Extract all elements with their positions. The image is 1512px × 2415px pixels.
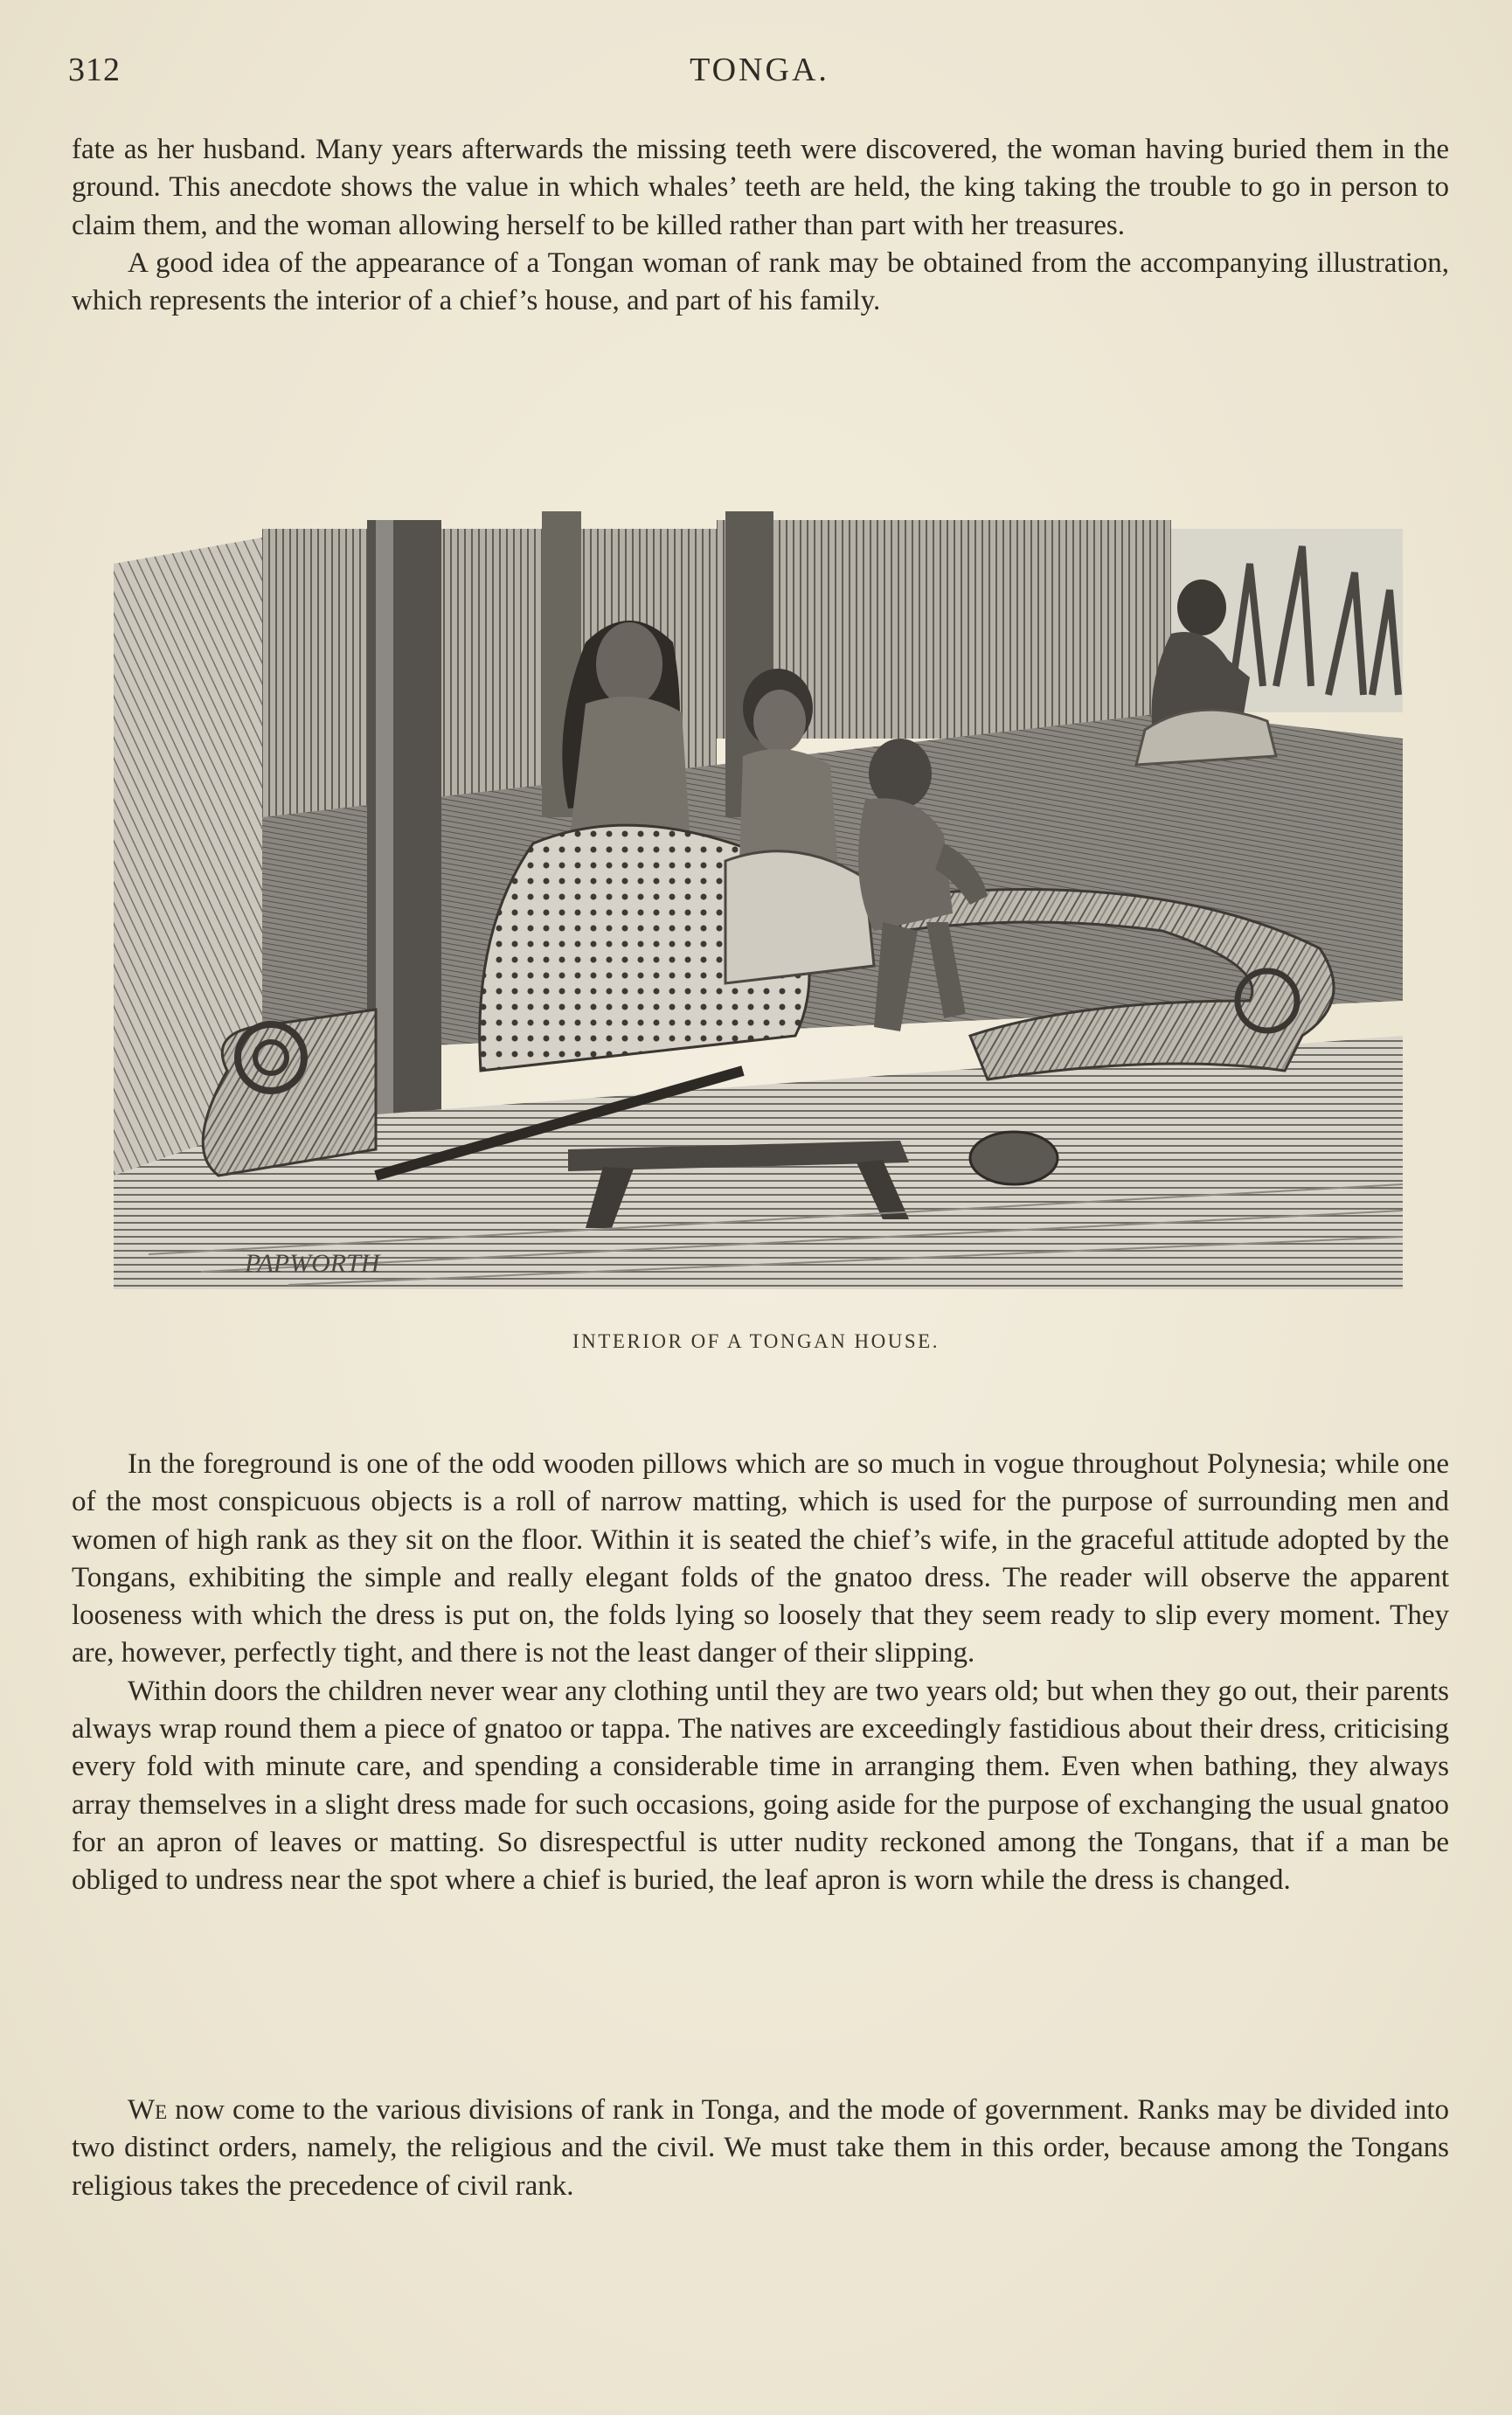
text-block-middle xyxy=(72,1446,1449,1900)
text-block-bottom xyxy=(72,2092,1449,2205)
running-head xyxy=(68,51,1451,103)
figure-caption: INTERIOR OF A TONGAN HOUSE. xyxy=(572,1330,940,1352)
running-title: TONGA. xyxy=(690,52,829,88)
engraving-illustration xyxy=(114,511,1403,1289)
lead-word: We xyxy=(128,2094,168,2126)
engraver-signature: PAPWORTH xyxy=(245,1249,380,1278)
paragraph: A good idea of the appearance of a Tongan woman of rank may be obtained from the accompanying illustration, which represents the interior of a chief’s house, and part of his family. xyxy=(72,246,1449,317)
paragraph: In the foreground is one of the odd wooden pillows which are so much in vogue throughout Polynesia; while one of the most conspicuous objects is a roll of narrow matting, which is used for the purpose of surrounding men and women of high rank as they sit on the floor. Within it is seated the chief’s wife, in the graceful attitude adopted by the Tongans, exhibiting the simple and really elegant folds of the gnatoo dress. The reader will observe the apparent looseness with which the dress is put on, the folds lying so loosely that they seem ready to slip every moment. They are, however, perfectly tight, and there is not the least danger of their slipping. xyxy=(72,1448,1449,1669)
paragraph: fate as her husband. Many years afterwards the missing teeth were discovered, the woman having buried them in the ground. This anecdote shows the value in which whales’ teeth are held, the king taking the trouble to go in person to claim them, and the woman allowing herself to be killed rather than part with her treasures. xyxy=(72,134,1449,241)
paragraph xyxy=(72,2092,1449,2205)
paragraph-text: now come to the various divisions of rank in Tonga, and the mode of government. Ranks may be divided into two distinct orders, namely, the religious and the civil. We must take them in this order, because among the Tongans religious takes the precedence of civil rank. xyxy=(72,2094,1449,2202)
text-block-top xyxy=(72,131,1449,320)
engraving-image xyxy=(114,511,1403,1289)
paragraph: Within doors the children never wear any clothing until they are two years old; but when they go out, their parents always wrap round them a piece of gnatoo or tappa. The natives are exceedingly fastidious about their dress, criticising every fold with minute care, and spending a considerable time in arranging them. Even when bathing, they always array themselves in a slight dress made for such occasions, going aside for the purpose of exchanging the usual gnatoo for an apron of leaves or matting. So disrespectful is utter nudity reckoned among the Tongans, that if a man be obliged to undress near the spot where a chief is buried, the leaf apron is worn while the dress is changed. xyxy=(72,1675,1449,1897)
page-number: 312 xyxy=(68,52,121,88)
